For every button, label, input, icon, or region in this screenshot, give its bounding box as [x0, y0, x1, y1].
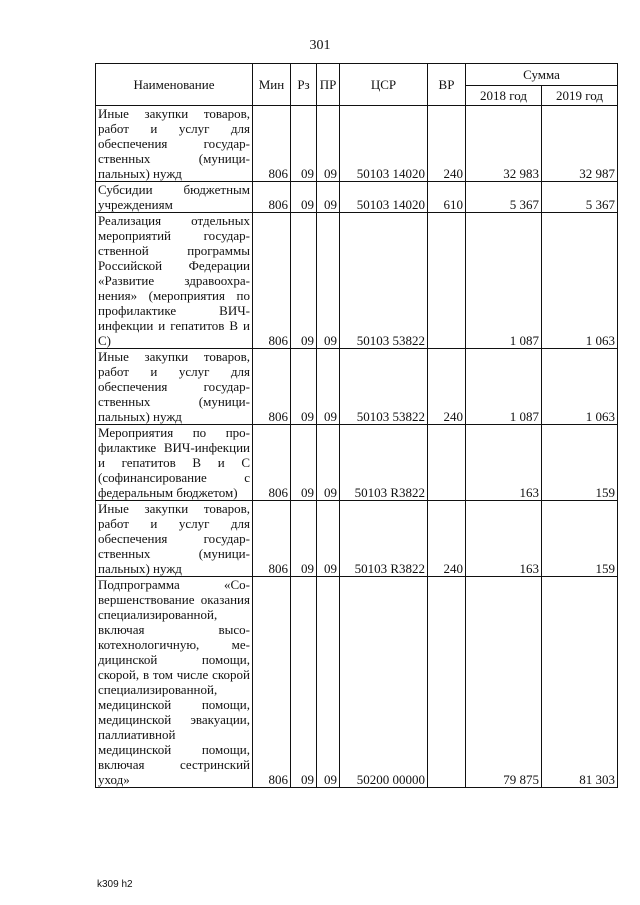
row-name: Реализация отдельных мероприятий государственной программы Российской Федерации «Развитие здравоохранения» (мероприятия по профилактике ВИЧ-инфекции и гепатитов В и С): [96, 213, 253, 349]
row-pr: 09: [317, 425, 340, 501]
row-csr: 50103 53822: [340, 213, 428, 349]
row-sum-2018: 79 875: [466, 577, 542, 788]
row-sum-2018: 1 087: [466, 213, 542, 349]
header-min: Мин: [253, 64, 291, 106]
row-pr: 09: [317, 106, 340, 182]
row-csr: 50103 14020: [340, 182, 428, 213]
row-min: 806: [253, 182, 291, 213]
row-sum-2019: 81 303: [542, 577, 618, 788]
header-csr: ЦСР: [340, 64, 428, 106]
row-vr: 240: [428, 106, 466, 182]
row-csr: 50103 53822: [340, 349, 428, 425]
row-name: Иные закупки товаров, работ и услуг для обеспечения государственных (муниципальных) нужд: [96, 349, 253, 425]
header-row: [96, 64, 618, 86]
header-rz: Рз: [291, 64, 317, 106]
header-vr: ВР: [428, 64, 466, 106]
row-rz: 09: [291, 501, 317, 577]
row-pr: 09: [317, 349, 340, 425]
table-row: [96, 213, 618, 349]
table-row: [96, 106, 618, 182]
row-rz: 09: [291, 349, 317, 425]
row-sum-2018: 1 087: [466, 349, 542, 425]
row-pr: 09: [317, 213, 340, 349]
row-sum-2019: 5 367: [542, 182, 618, 213]
header-sum: Сумма: [466, 64, 618, 86]
row-sum-2019: 1 063: [542, 349, 618, 425]
row-vr: [428, 213, 466, 349]
table-row: [96, 577, 618, 788]
row-rz: 09: [291, 577, 317, 788]
row-rz: 09: [291, 106, 317, 182]
header-name: Наименование: [96, 64, 253, 106]
row-csr: 50103 R3822: [340, 501, 428, 577]
row-vr: 610: [428, 182, 466, 213]
row-sum-2018: 163: [466, 501, 542, 577]
row-sum-2018: 32 983: [466, 106, 542, 182]
row-vr: [428, 425, 466, 501]
row-min: 806: [253, 425, 291, 501]
row-sum-2019: 159: [542, 501, 618, 577]
row-vr: [428, 577, 466, 788]
row-name: Иные закупки товаров, работ и услуг для обеспечения государственных (муниципальных) нужд: [96, 106, 253, 182]
header-pr: ПР: [317, 64, 340, 106]
budget-table: [95, 63, 618, 788]
row-min: 806: [253, 501, 291, 577]
row-min: 806: [253, 213, 291, 349]
row-sum-2018: 5 367: [466, 182, 542, 213]
row-min: 806: [253, 349, 291, 425]
table-row: [96, 425, 618, 501]
row-vr: 240: [428, 349, 466, 425]
row-min: 806: [253, 106, 291, 182]
row-name: Мероприятия по профилактике ВИЧ-инфекции и гепатитов В и С (софинансирование с федеральным бюджетом): [96, 425, 253, 501]
row-sum-2019: 1 063: [542, 213, 618, 349]
header-year-2019: 2019 год: [542, 86, 618, 106]
page-number: 301: [309, 38, 331, 53]
row-sum-2019: 159: [542, 425, 618, 501]
row-vr: 240: [428, 501, 466, 577]
header-year-2018: 2018 год: [466, 86, 542, 106]
row-pr: 09: [317, 501, 340, 577]
row-csr: 50103 R3822: [340, 425, 428, 501]
footer-code: k309 h2: [97, 879, 133, 890]
table-row: [96, 349, 618, 425]
row-name: Субсидии бюджетным учреждениям: [96, 182, 253, 213]
row-name: Иные закупки товаров, работ и услуг для обеспечения государственных (муниципальных) нужд: [96, 501, 253, 577]
row-csr: 50200 00000: [340, 577, 428, 788]
row-pr: 09: [317, 577, 340, 788]
row-min: 806: [253, 577, 291, 788]
table-row: [96, 182, 618, 213]
row-name: Подпрограмма «Совершенствование оказания специализированной, включая высокотехнологичную, медицинской помощи, скорой, в том числе скорой специализированной, медицинской помощи, медицинской эвакуации, паллиативной медицинской помощи, включая сестринский уход»: [96, 577, 253, 788]
row-rz: 09: [291, 213, 317, 349]
row-rz: 09: [291, 425, 317, 501]
table-row: [96, 501, 618, 577]
row-pr: 09: [317, 182, 340, 213]
row-sum-2018: 163: [466, 425, 542, 501]
row-sum-2019: 32 987: [542, 106, 618, 182]
row-rz: 09: [291, 182, 317, 213]
row-csr: 50103 14020: [340, 106, 428, 182]
